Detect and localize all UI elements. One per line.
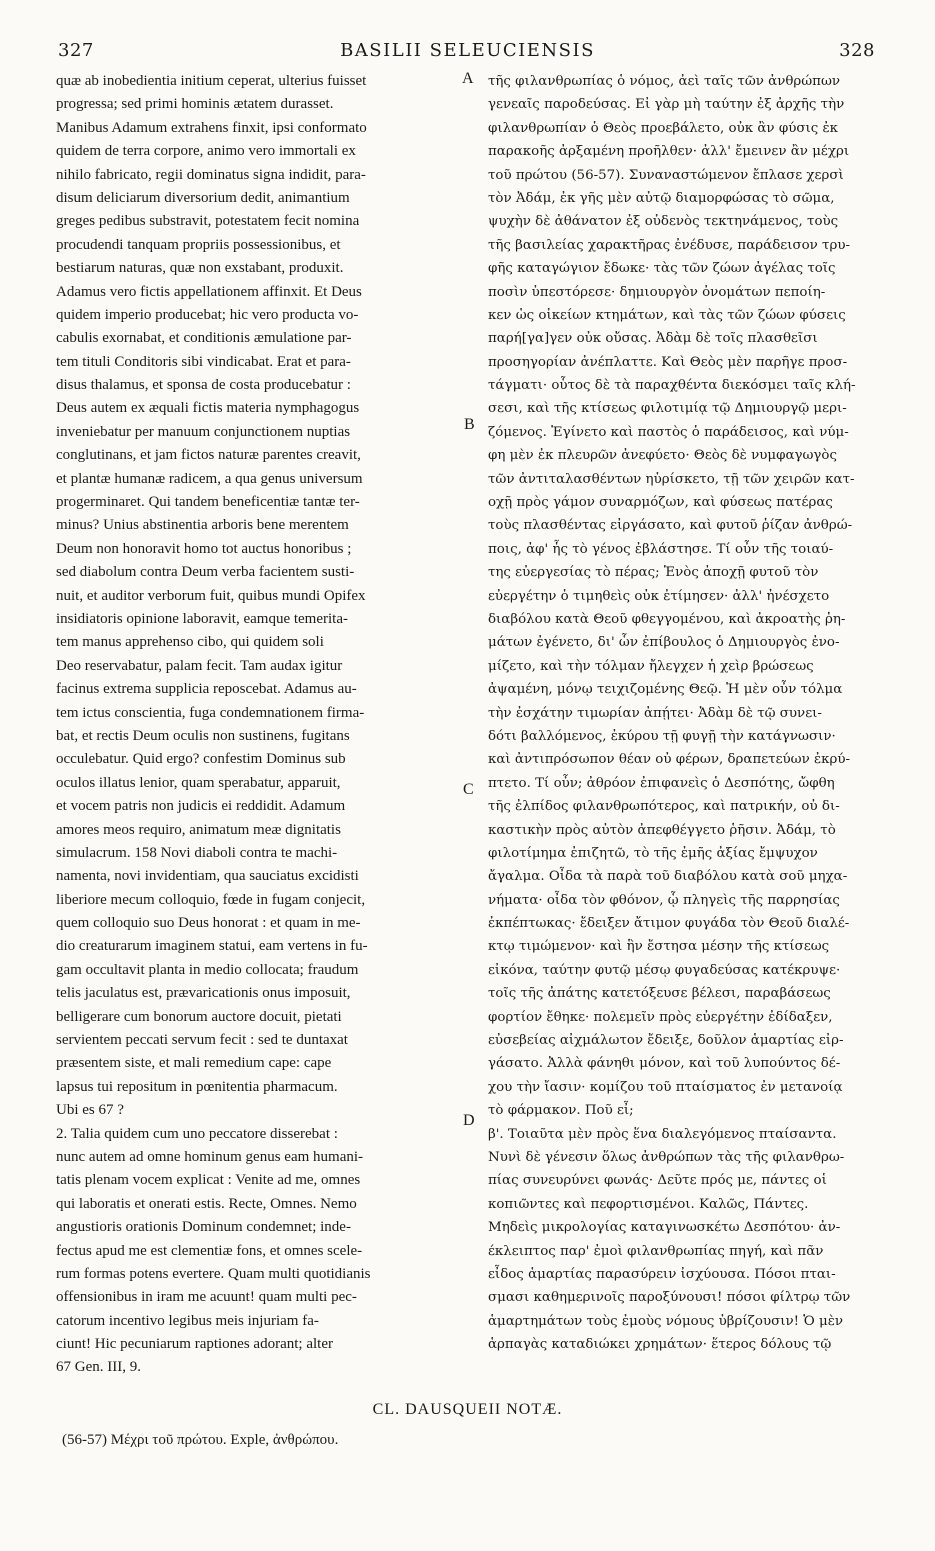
text-line: φιλανθρωπίαν ὁ Θεὸς προεβάλετο, οὐκ ἂν φύσις ἐκ	[488, 120, 839, 136]
text-line: καστικὴν πρὸς αὐτὸν ἀπεφθέγγετο ῥῆσιν. Ἀδάμ, τὸ	[488, 822, 836, 838]
text-line: angustioris orationis Dominum condemnet; inde-	[56, 1219, 351, 1236]
text-line: cabulis exornabat, et conditionis æmulatione par-	[56, 330, 352, 347]
greek-column	[488, 70, 908, 1356]
text-line: τῆς φιλανθρωπίας ὁ νόμος, ἀεὶ ταῖς τῶν ἀνθρώπων	[488, 74, 841, 89]
text-line: ciunt! Hic pecuniarum raptiones adorant; alter	[56, 1336, 333, 1353]
text-line: simulacrum. 158 Novi diaboli contra te machi-	[56, 844, 338, 861]
text-line: τὸν Ἀδάμ, ἐκ γῆς μὲν αὐτῷ διαμορφώσας τὸ σῶμα,	[488, 190, 835, 206]
text-line: καὶ ἀντιπρόσωπον θέαν οὐ φέρων, δραπετεύων ἐκρύ-	[488, 752, 851, 768]
text-line: διαβόλου κατὰ Θεοῦ φθεγγομένου, καὶ ἀκροατὴς ῥη-	[488, 611, 846, 627]
text-line: tem ictus conscientia, fuga condemnationem firma-	[56, 704, 365, 721]
text-line: procudendi tanquam propriis possessionibus, et	[56, 236, 341, 253]
text-line: εἰκόνα, ταύτην φυτῷ μέσῳ φυγαδεύσας κατέκρυψε·	[488, 962, 841, 978]
text-line: namenta, novi invidentiam, qua sauciatus excidisti	[56, 868, 359, 885]
text-line: δότι βαλλόμενος, ἐκύρου τῇ φυγῇ τὴν κατάγνωσιν·	[488, 728, 836, 744]
text-line: τὴν ἐσχάτην τιμωρίαν ἀπῄτει· Ἀδὰμ δὲ τῷ συνει-	[488, 705, 822, 721]
text-line: προσηγορίαν ἀνέπλαττε. Καὶ Θεὸς μὲν παρῆγε προσ-	[488, 354, 848, 370]
text-line: Deum non honoravit homo tot auctus honoribus ;	[56, 540, 352, 557]
text-line: inveniebatur per manuum conjunctionem nuptias	[56, 423, 351, 440]
text-line: catorum incentivo legibus meis injuriam fa-	[56, 1312, 319, 1329]
text-line: conglutinans, et jam fictos naturæ parentes creavit,	[56, 447, 361, 464]
text-line: της εὐεργεσίας τὸ πέρας; Ἑνὸς ἀποχῇ φυτοῦ τὸν	[488, 565, 819, 581]
text-line: τῶν ἀντιταλασθέντων ηὑρίσκετο, τῇ τῶν χειρῶν κατ-	[488, 471, 855, 487]
text-line: τῆς ἐλπίδος φιλανθρωπότερος, καὶ πατρικήν, οὐ δι-	[488, 799, 840, 815]
text-line: minus? Unius abstinentia arboris bene merentem	[56, 517, 349, 534]
text-line: offensionibus in iram me acuunt! quam multi pec-	[56, 1289, 357, 1306]
text-line: lapsus tui repositum in pœnitentia pharmacum.	[56, 1078, 338, 1095]
text-line: ἁμαρτημάτων τοὺς ἐμοὺς νόμους ὑβρίζουσιν! Ὁ μὲν	[488, 1313, 844, 1329]
text-line: ἁρπαγὰς καταδιώκει χρημάτων· ἕτερος δόλους τῷ	[488, 1337, 832, 1353]
text-line: tem tituli Conditoris sibi vindicabat. Erat et para-	[56, 353, 351, 370]
text-line: κεν ὡς οἰκείων κτημάτων, καὶ τὰς τῶν ζώων φύσεις	[488, 307, 846, 323]
text-line: μάτων ἐγένετο, δι' ὧν ἐπίβουλος ὁ Δημιουργὸς ἐνο-	[488, 635, 840, 651]
text-line: 67 Gen. III, 9.	[56, 1359, 141, 1376]
text-line: amores meos requiro, animatum meæ dignitatis	[56, 821, 341, 838]
text-line: ἐκπέπτωκας· ἔδειξεν ἄτιμον φυγάδα τὸν Θεοῦ διαλέ-	[488, 916, 850, 932]
text-line: nunc autem ad omne hominum genus eam humani-	[56, 1148, 364, 1165]
footnote: (56-57) Μέχρι τοῦ πρώτου. Exple, ἀνθρώπου.	[62, 1432, 339, 1448]
page-number-right: 328	[839, 40, 875, 61]
text-line: νήματα· οἶδα τὸν φθόνον, ᾧ πληγεὶς τῆς παρρησίας	[488, 892, 840, 908]
text-line: πίας συνευρύνει φωνάς· Δεῦτε πρός με, πάντες οἱ	[488, 1173, 827, 1189]
text-line: Manibus Adamum extrahens finxit, ipsi conformato	[56, 119, 367, 136]
text-line: ποσὶν ὑπεστόρεσε· δημιουργὸν ὀνομάτων πεποίη-	[488, 284, 826, 300]
section-marker-c: C	[463, 781, 474, 798]
text-line: bestiarum naturas, quæ non exstabant, produxit.	[56, 260, 344, 277]
text-line: rum formas potens evertere. Quam multi quotidianis	[56, 1265, 371, 1282]
text-line: εὐσεβείας αἰχμάλωτον ἔδειξε, δοῦλον ἁμαρτίας εἰρ-	[488, 1033, 844, 1049]
text-line: nihilo fabricato, regii dominatus signa indidit, para-	[56, 166, 366, 183]
text-line: sed diabolum contra Deum verba facientem susti-	[56, 564, 355, 581]
text-line: εὐεργέτην ὁ τιμηθεὶς οὐκ ἐτίμησεν· ἀλλ' ἠνέσχετο	[488, 588, 830, 604]
text-line: παρή[γα]γεν οὐκ οὔσας. Ἀδὰμ δὲ τοῖς πλασθεῖσι	[488, 331, 818, 347]
text-line: facinus extrema supplicia reposcebat. Adamus au-	[56, 681, 357, 698]
text-line: servientem peccati servum fecit : sed te duntaxat	[56, 1032, 348, 1049]
text-line: Deo reservabatur, palam fecit. Tam audax igitur	[56, 657, 343, 674]
text-line: quidem de terra corpore, animo vero immortali ex	[56, 143, 356, 160]
text-line: tatis plenam vocem explicat : Venite ad me, omnes	[56, 1172, 361, 1189]
text-line: greges pedibus substravit, potestatem fecit nomina	[56, 213, 360, 230]
text-line: κτῳ τιμώμενον· καὶ ἣν ἔστησα μέσην τῆς κτίσεως	[488, 939, 830, 955]
text-line: quæ ab inobedientia initium ceperat, ulterius fuisset	[56, 73, 367, 89]
text-line: oculos illatus lenior, quam sperabatur, apparuit,	[56, 774, 341, 791]
text-line: τῆς βασιλείας χαρακτῆρας ἐνέδυσε, παράδεισον τρυ-	[488, 237, 850, 253]
text-line: τοὺς πλασθέντας εἰργάσατο, καὶ φυτοῦ ῥίζαν ἀνθρώ-	[488, 518, 853, 534]
text-line: progerminaret. Qui tandem beneficentiæ tantæ ter-	[56, 494, 360, 511]
text-line: τάγματι· οὗτος δὲ τὰ παραχθέντα διεκόσμει ταῖς κλή-	[488, 378, 856, 394]
text-line: σμασι καθημερινοῖς παροξύνουσι! πόσοι φίλτρῳ τῶν	[488, 1290, 851, 1306]
text-line: qui laboratis et onerati estis. Recte, Omnes. Nemo	[56, 1195, 357, 1212]
text-line: έκλειπτος παρ' ἐμοὶ φιλανθρωπίας πηγή, καὶ πᾶν	[488, 1243, 824, 1259]
text-line: fectus apud me est clementiæ fons, et omnes scele-	[56, 1242, 363, 1259]
text-line: ψυχὴν δὲ ἀθάνατον ἐξ οὐδενὸς τεκτηνάμενος, τοὺς	[488, 214, 839, 230]
text-line: et plantæ humanæ radicem, a qua genus universum	[56, 470, 363, 487]
text-line: 2. Talia quidem cum uno peccatore disserebat :	[56, 1125, 338, 1142]
text-line: ἀψαμένη, μόνῳ τειχιζομένης Θεῷ. Ἡ μὲν οὖν τόλμα	[488, 682, 843, 698]
notes-title: CL. DAUSQUEII NOTÆ.	[372, 1401, 563, 1418]
text-line: β'. Τοιαῦτα μὲν πρὸς ἕνα διαλεγόμενος πταίσαντα.	[488, 1126, 837, 1142]
running-title: BASILII SELEUCIENSIS	[340, 40, 595, 61]
text-line: γάσατο. Ἀλλὰ φάνηθι μόνον, καὶ τοῦ λυπούντος δέ-	[488, 1056, 841, 1072]
text-line: Deus autem ex æquali fictis materia nymphagogus	[56, 400, 360, 417]
text-line: disus thalamus, et sponsa de costa producebatur :	[56, 377, 351, 394]
text-line: φορτίον ἔθηκε· πολεμεῖν πρὸς εὐεργέτην ἐδίδαξεν,	[488, 1009, 833, 1025]
section-marker-a: A	[462, 70, 474, 87]
text-line: εἶδος ἁμαρτίας παρασύρειν ἰσχύουσα. Πόσοι πται-	[488, 1266, 836, 1282]
text-line: præsentem siste, et mali remedium cape: cape	[56, 1055, 332, 1072]
text-line: φιλοτίμημα ἐπιζητῶ, τὸ τῆς ἐμῆς ἀξίας ἔμψυχον	[488, 845, 818, 861]
text-line: τοῦ πρώτου (56-57). Συναναστώμενον ἔπλασε χερσὶ	[488, 167, 844, 183]
text-line: Ubi es 67 ?	[56, 1102, 124, 1119]
text-line: ποις, ἀφ' ἧς τὸ γένος ἐβλάστησε. Τί οὖν τῆς τοιαύ-	[488, 541, 834, 557]
text-line: liberiore mecum colloquio, fœde in fugam conjecit,	[56, 891, 366, 908]
text-line: disum deliciarum diversorium dedit, animantium	[56, 189, 350, 206]
text-line: τὸ φάρμακον. Ποῦ εἶ;	[488, 1103, 634, 1119]
text-line: occulebatur. Quid ergo? confestim Dominus sub	[56, 751, 346, 768]
text-line: Νυνὶ δὲ γένεσιν ὅλως ἀνθρώπων τὰς τῆς φιλανθρω-	[488, 1149, 845, 1165]
text-line: quidem imperio producebat; hic vero producta vo-	[56, 306, 359, 323]
text-line: φη μὲν ἐκ πλευρῶν ἀνεφύετο· Θεὸς δὲ νυμφαγωγὸς	[488, 448, 837, 464]
text-line: dio creaturarum imaginem statui, eam vertens in fu-	[56, 938, 368, 955]
text-line: nuit, et auditor verborum fuit, quibus mundi Opifex	[56, 587, 366, 604]
text-line: bat, et rectis Deum oculis non sustinens, fugitans	[56, 727, 350, 744]
text-line: belligerare cum bonorum auctore docuit, pietati	[56, 1008, 342, 1025]
text-line: μίζετο, καὶ τὴν τόλμαν ἤλεγχεν ἡ χεὶρ βρώσεως	[488, 658, 814, 674]
section-marker-d: D	[463, 1112, 475, 1129]
text-line: Μηδεὶς μικρολογίας καταγινωσκέτω Δεσπότου· ἀν-	[488, 1220, 841, 1236]
text-line: κοπιῶντες καὶ πεφορτισμένοι. Καλῶς, Πάντες.	[488, 1196, 809, 1212]
text-line: οχῇ πρὸς γάμον συναρμόζων, καὶ φύσεως πατέρας	[488, 495, 833, 511]
text-line: φῆς καταγώγιον ἔδωκε· τὰς τῶν ζώων ἀγέλας τοῖς	[488, 261, 836, 277]
text-line: gam occultavit planta in medio collocata; fraudum	[56, 961, 359, 978]
text-line: ἄγαλμα. Οἶδα τὰ παρὰ τοῦ διαβόλου κατὰ σοῦ μηχα-	[488, 869, 848, 885]
text-line: γενεαῖς παροδεύσας. Εἰ γὰρ μὴ ταύτην ἐξ ἀρχῆς τὴν	[488, 97, 845, 113]
text-line: ζόμενος. Ἐγίνετο καὶ παστὸς ὁ παράδεισος, καὶ νύμ-	[488, 424, 849, 440]
latin-column	[56, 70, 456, 1380]
text-line: progressa; sed primi hominis ætatem durasset.	[56, 96, 334, 113]
text-line: insidiatoris opinione laboravit, eamque temerita-	[56, 610, 348, 627]
text-line: quem colloquio suo Deus honorat : et quam in me-	[56, 915, 361, 932]
text-line: χου τὴν ἴασιν· κομίζου τοῦ πταίσματος ἐν μετανοίᾳ	[488, 1079, 843, 1095]
text-line: telis jaculatus est, prævaricationis onus imposuit,	[56, 985, 351, 1002]
text-line: et vocem patris non judicis ei reddidit. Adamum	[56, 798, 346, 815]
text-line: σεσι, καὶ τῆς κτίσεως φιλοτιμίᾳ τῷ Δημιουργῷ μερι-	[488, 401, 847, 417]
page-number-left: 327	[58, 40, 94, 61]
text-line: πτετο. Τί οὖν; ἀθρόον ἐπιφανεὶς ὁ Δεσπότης, ὤφθη	[488, 775, 835, 791]
section-marker-b: B	[464, 416, 475, 433]
text-line: tem manus apprehenso cibo, qui quidem soli	[56, 634, 324, 651]
text-line: Adamus vero fictis appellationem affinxit. Et Deus	[56, 283, 362, 300]
text-line: παρακοῆς ἀρξαμένη προῆλθεν· ἀλλ' ἔμεινεν ἂν μέχρι	[488, 144, 850, 160]
text-line: τοῖς τῆς ἀπάτης κατετόξευσε βέλεσι, παραβάσεως	[488, 986, 831, 1002]
